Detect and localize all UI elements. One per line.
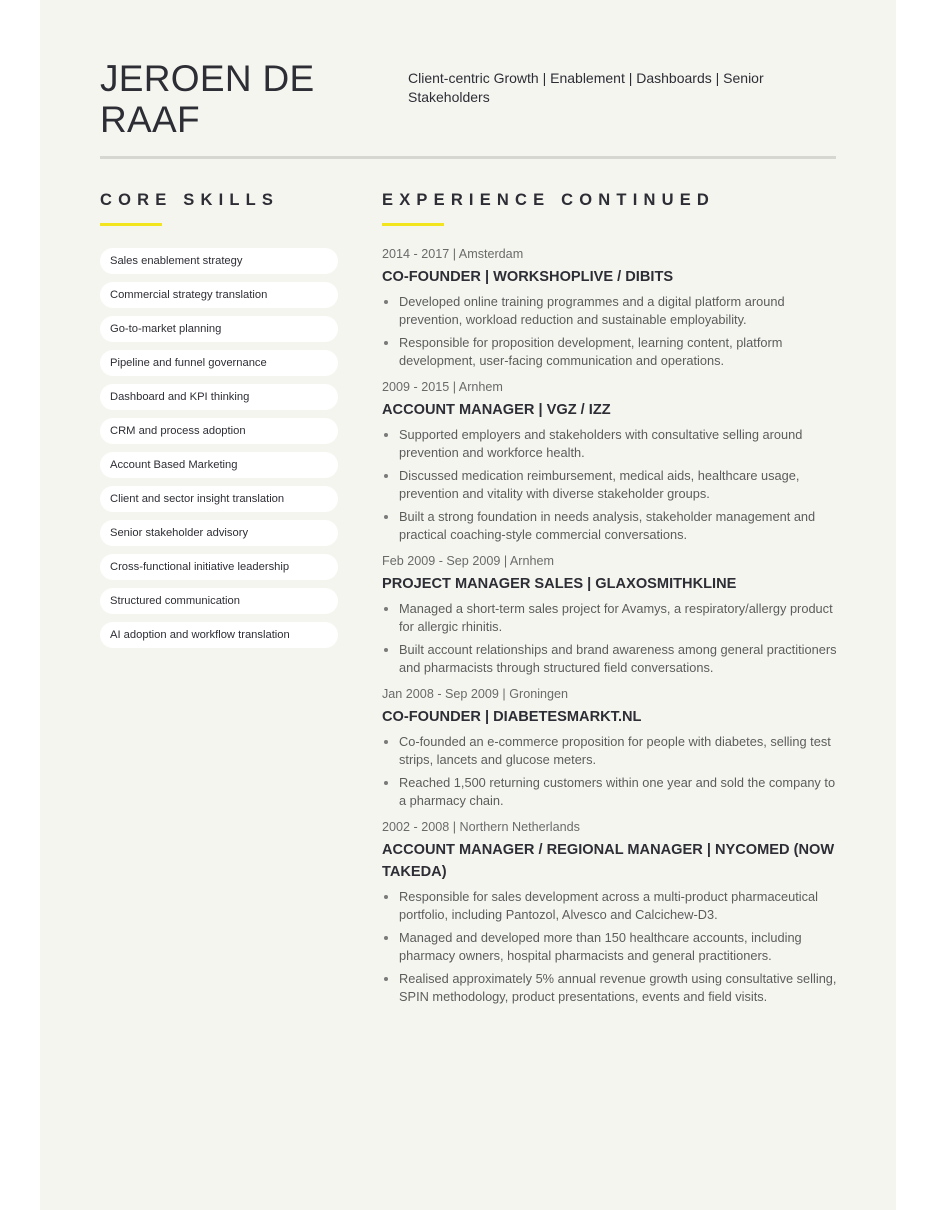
job-bullet-list <box>382 293 838 369</box>
skill-pill: CRM and process adoption <box>100 418 338 444</box>
job-bullet-list <box>382 733 838 809</box>
job-bullet: Realised approximately 5% annual revenue growth using consultative selling, SPIN methodology, product presentations, events and field visits. <box>382 970 838 1005</box>
skill-pill: Senior stakeholder advisory <box>100 520 338 546</box>
skill-pill: Go-to-market planning <box>100 316 338 342</box>
experience-heading: EXPERIENCE CONTINUED <box>382 191 716 209</box>
job-bullet: Built account relationships and brand awareness among general practitioners and pharmacists through structured field conversations. <box>382 641 838 676</box>
skill-pill: Dashboard and KPI thinking <box>100 384 338 410</box>
skill-pill: Client and sector insight translation <box>100 486 338 512</box>
skills-column <box>100 190 338 656</box>
job-date-location: 2014 - 2017 | Amsterdam <box>382 247 524 261</box>
candidate-name: JEROEN DE RAAF <box>100 58 315 140</box>
skills-heading-accent <box>100 223 162 226</box>
header-divider <box>100 156 836 159</box>
job-bullet-list <box>382 600 838 676</box>
job-bullet: Responsible for proposition development, learning content, platform development, user-facing communication and operations. <box>382 334 838 369</box>
job-bullet: Responsible for sales development across a multi-product pharmaceutical portfolio, including Pantozol, Alvesco and Calcichew-D3. <box>382 888 838 923</box>
skill-pill: Cross-functional initiative leadership <box>100 554 338 580</box>
job-date-location: 2009 - 2015 | Arnhem <box>382 380 503 394</box>
skill-pill: Account Based Marketing <box>100 452 338 478</box>
skill-pill: Pipeline and funnel governance <box>100 350 338 376</box>
resume-header <box>100 58 836 158</box>
job-bullet: Built a strong foundation in needs analysis, stakeholder management and practical coaching-style commercial conversations. <box>382 508 838 543</box>
skills-list <box>100 248 338 648</box>
job-title: ACCOUNT MANAGER | VGZ / IZZ <box>382 402 611 418</box>
job-title: PROJECT MANAGER SALES | GLAXOSMITHKLINE <box>382 576 737 592</box>
experience-heading-accent <box>382 223 444 226</box>
skill-pill: Sales enablement strategy <box>100 248 338 274</box>
job-entry <box>382 246 838 369</box>
job-bullet: Discussed medication reimbursement, medical aids, healthcare usage, prevention and vitality with diverse stakeholder groups. <box>382 467 838 502</box>
job-entry <box>382 686 838 809</box>
job-date-location: Feb 2009 - Sep 2009 | Arnhem <box>382 554 555 568</box>
job-title: ACCOUNT MANAGER / REGIONAL MANAGER | NYCOMED (NOW TAKEDA) <box>382 842 835 880</box>
job-bullet: Co-founded an e-commerce proposition for people with diabetes, selling test strips, lancets and glucose meters. <box>382 733 838 768</box>
job-bullet: Reached 1,500 returning customers within one year and sold the company to a pharmacy chain. <box>382 774 838 809</box>
job-date-location: 2002 - 2008 | Northern Netherlands <box>382 820 580 834</box>
skills-heading: CORE SKILLS <box>100 191 280 209</box>
job-list <box>382 246 838 1005</box>
job-title: CO-FOUNDER | WORKSHOPLIVE / DIBITS <box>382 269 674 285</box>
job-entry <box>382 379 838 543</box>
skill-pill: Structured communication <box>100 588 338 614</box>
job-entry <box>382 553 838 676</box>
skill-pill: Commercial strategy translation <box>100 282 338 308</box>
job-title: CO-FOUNDER | DIABETESMARKT.NL <box>382 709 642 725</box>
resume-page <box>40 0 896 1210</box>
skill-pill: AI adoption and workflow translation <box>100 622 338 648</box>
tagline: Client-centric Growth | Enablement | Dashboards | Senior Stakeholders <box>408 70 764 105</box>
job-entry <box>382 819 838 1005</box>
job-date-location: Jan 2008 - Sep 2009 | Groningen <box>382 687 569 701</box>
job-bullet: Developed online training programmes and a digital platform around prevention, workload reduction and sustainable employability. <box>382 293 838 328</box>
experience-column <box>382 190 838 1015</box>
job-bullet: Managed and developed more than 150 healthcare accounts, including pharmacy owners, hospital pharmacists and general practitioners. <box>382 929 838 964</box>
job-bullet: Managed a short-term sales project for Avamys, a respiratory/allergy product for allergic rhinitis. <box>382 600 838 635</box>
job-bullet-list <box>382 426 838 543</box>
job-bullet-list <box>382 888 838 1005</box>
job-bullet: Supported employers and stakeholders with consultative selling around prevention and workforce health. <box>382 426 838 461</box>
